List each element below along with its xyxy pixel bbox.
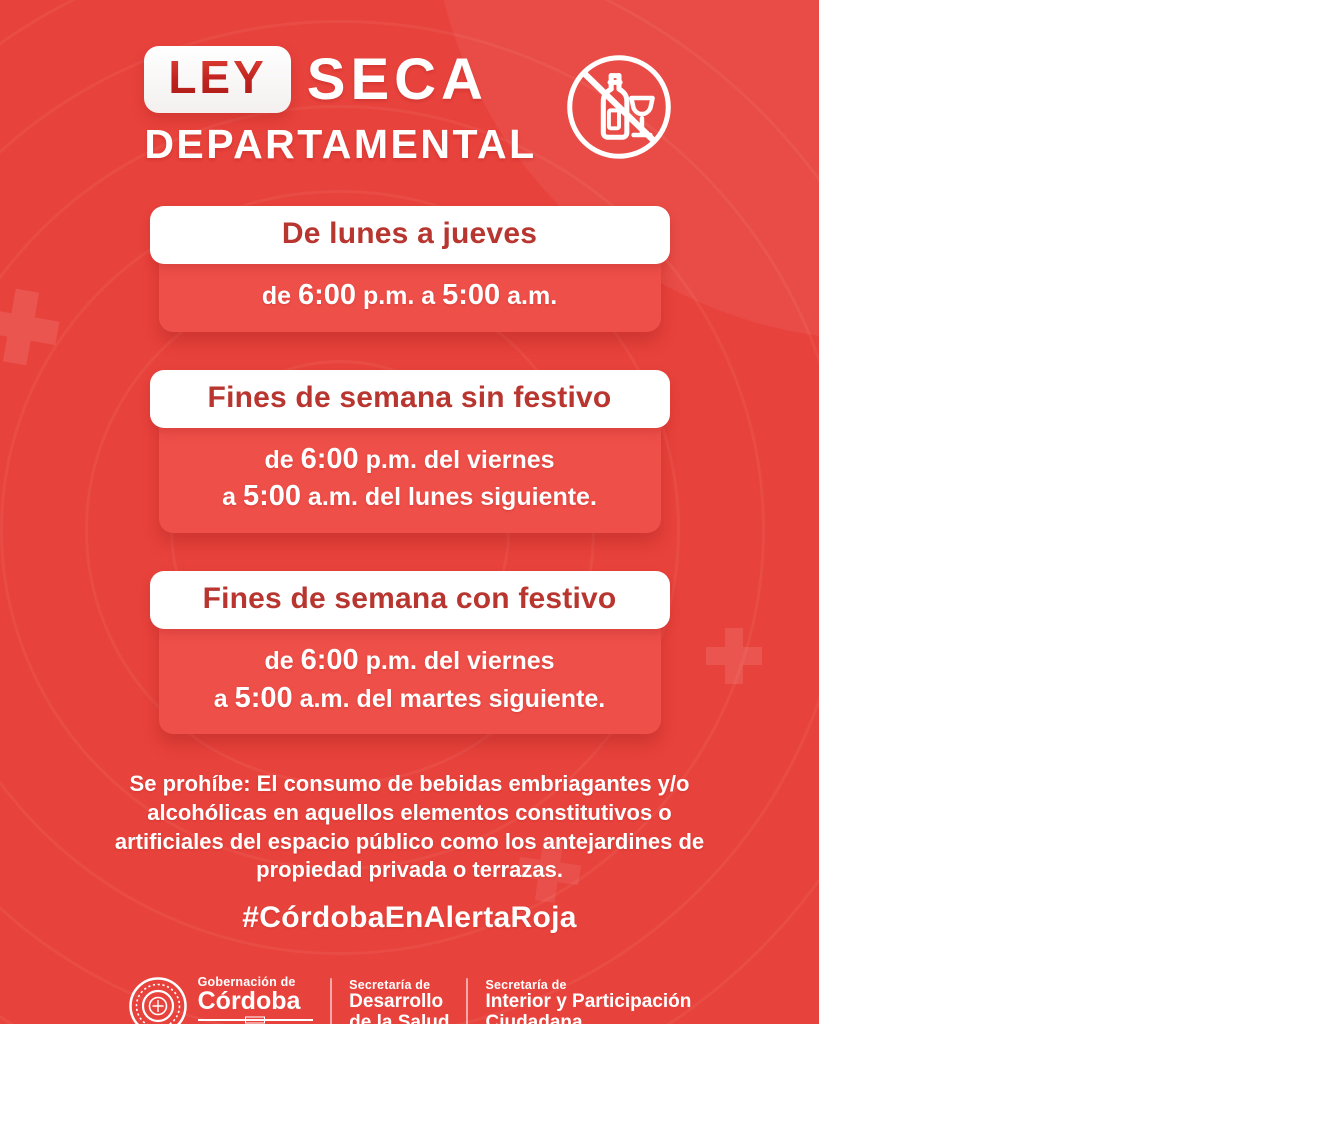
card-schedule <box>159 420 661 533</box>
gobernacion-rule <box>198 1019 314 1021</box>
no-alcohol-icon <box>563 51 675 163</box>
card-title: Fines de semana sin festivo <box>207 380 612 414</box>
ley-badge <box>144 46 290 113</box>
secretaria-salud-line1: Desarrollo <box>349 990 444 1012</box>
secretaria-salud-pre: Secretaría de <box>349 977 431 992</box>
poster-header <box>0 0 819 168</box>
card-title-bar <box>150 206 670 264</box>
card-title: Fines de semana con festivo <box>202 582 617 616</box>
secretaria-salud-line2: de la Salud <box>349 1011 450 1033</box>
schedule-line: a 5:00 a.m. del lunes siguiente. <box>222 480 597 513</box>
schedule-line: de 6:00 p.m. del viernes <box>264 442 555 475</box>
gobernacion-slogan: Ahora le toca al pueblo <box>197 1024 314 1037</box>
ley-label: LEY <box>168 51 267 103</box>
hashtag: #CórdobaEnAlertaRoja <box>242 900 577 934</box>
card-title-bar <box>150 370 670 428</box>
card-title: De lunes a jueves <box>281 217 538 250</box>
prohibition-line: alcohólicas en aquellos elementos constitutivos o <box>147 800 672 826</box>
schedule-line: de 6:00 p.m. del viernes <box>264 644 555 677</box>
gobernacion-rule-box <box>245 1016 265 1023</box>
prohibition-line: artificiales del espacio público como los antejardines de <box>114 828 705 854</box>
schedule-card-weekend-holiday <box>150 571 670 734</box>
prohibition-line: propiedad privada o terrazas. <box>256 857 563 883</box>
card-schedule <box>159 256 661 332</box>
seca-label: SECA <box>306 47 488 112</box>
card-title-bar <box>150 571 670 629</box>
schedule-card-weekend-no-holiday <box>150 370 670 533</box>
secretaria-interior-line1: Interior y Participación <box>485 990 692 1012</box>
departamental-label: DEPARTAMENTAL <box>144 121 537 167</box>
prohibition-line: Se prohíbe: El consumo de bebidas embriagantes y/o <box>129 771 690 797</box>
schedule-card-weekdays <box>150 206 670 332</box>
schedule-line: a 5:00 a.m. del martes siguiente. <box>213 681 606 714</box>
secretaria-interior-pre: Secretaría de <box>485 977 567 992</box>
gobernacion-name: Córdoba <box>197 986 301 1015</box>
card-schedule <box>159 621 661 734</box>
gobernacion-pre: Gobernación de <box>197 974 296 989</box>
schedule-line: de 6:00 p.m. a 5:00 a.m. <box>261 279 558 311</box>
header-title-group <box>144 46 536 168</box>
secretaria-interior-line2: Ciudadana <box>485 1011 583 1033</box>
